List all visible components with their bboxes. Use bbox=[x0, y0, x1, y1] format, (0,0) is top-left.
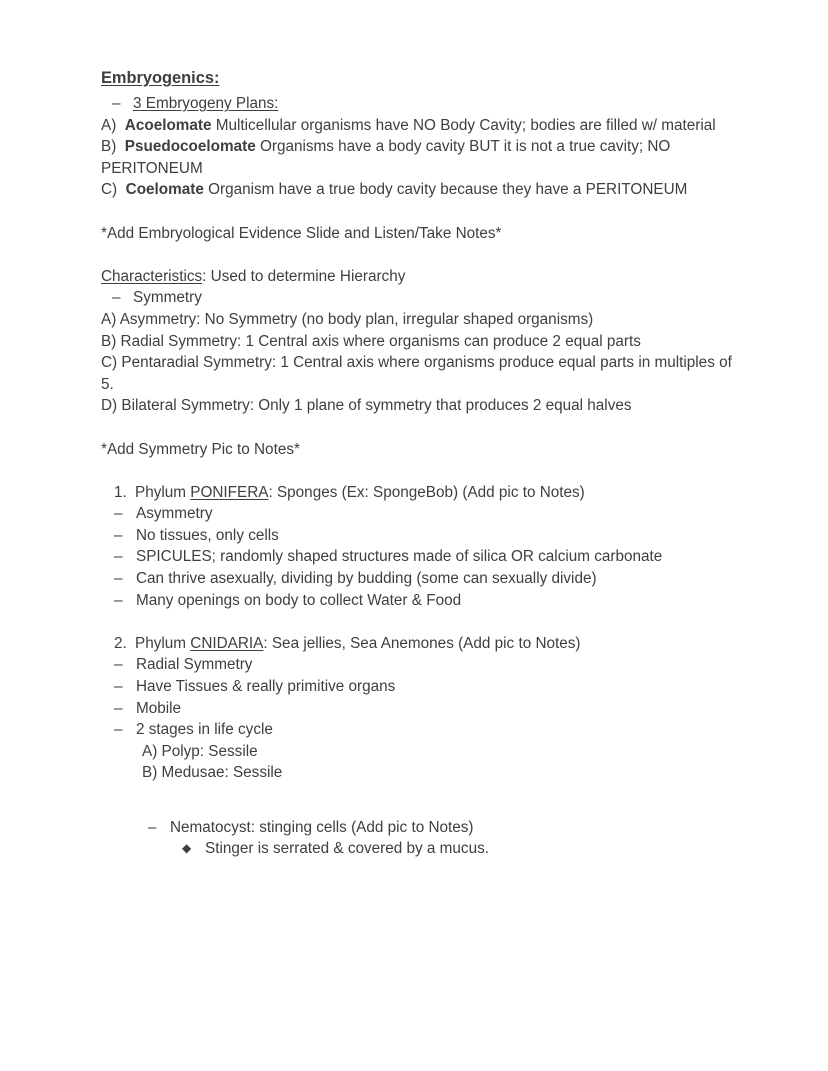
spacer bbox=[101, 417, 734, 439]
phylum-1-name: PONIFERA bbox=[190, 483, 269, 501]
notes-body bbox=[101, 66, 734, 860]
phylum-1-bullet-5 bbox=[101, 590, 734, 612]
characteristics-text: : Used to determine Hierarchy bbox=[202, 267, 406, 285]
phylum-1-bullet-4 bbox=[101, 568, 734, 590]
spacer bbox=[101, 244, 734, 266]
phylum-1-bullet-3 bbox=[101, 546, 734, 568]
dash-bullet-icon: – bbox=[114, 570, 123, 588]
phylum-1-suffix: : Sponges (Ex: SpongeBob) (Add pic to Notes) bbox=[268, 483, 585, 501]
dash-bullet-icon: – bbox=[114, 548, 123, 566]
phylum-1-bullet-1 bbox=[101, 503, 734, 525]
spacer bbox=[101, 611, 734, 633]
embryogeny-item-a-label: A) bbox=[101, 116, 117, 134]
note-symmetry-pic: *Add Symmetry Pic to Notes* bbox=[101, 440, 300, 458]
phylum-2-subitem-b: B) Medusae: Sessile bbox=[142, 764, 283, 782]
nematocyst-text: Nematocyst: stinging cells (Add pic to Notes) bbox=[170, 818, 474, 836]
symmetry-item-a: A) Asymmetry: No Symmetry (no body plan, irregular shaped organisms) bbox=[101, 310, 594, 328]
dash-bullet-icon: – bbox=[114, 656, 123, 674]
phylum-2-bullet-4-text: 2 stages in life cycle bbox=[136, 721, 273, 739]
dash-bullet-icon: – bbox=[114, 526, 123, 544]
dash-bullet-icon: – bbox=[114, 721, 123, 739]
spacer bbox=[101, 201, 734, 223]
characteristics-term: Characteristics bbox=[101, 267, 203, 285]
dash-bullet-icon: – bbox=[114, 505, 123, 523]
list-number: 1. bbox=[114, 483, 127, 501]
symmetry-item-c: C) Pentaradial Symmetry: 1 Central axis where organisms produce equal parts in multiples of 5. bbox=[101, 354, 732, 393]
embryogeny-item-b-text: Organisms have a body cavity BUT it is not a true cavity; NO PERITONEUM bbox=[101, 138, 671, 177]
phylum-2-prefix: Phylum bbox=[135, 634, 191, 652]
embryogeny-item-a-term: Acoelomate bbox=[124, 116, 212, 134]
phylum-2-suffix: : Sea jellies, Sea Anemones (Add pic to Notes) bbox=[263, 634, 581, 652]
phylum-2-bullet-2 bbox=[101, 676, 734, 698]
phylum-1-bullet-2 bbox=[101, 525, 734, 547]
phylum-1-bullet-2-text: No tissues, only cells bbox=[136, 526, 279, 544]
phylum-2-bullet-2-text: Have Tissues & really primitive organs bbox=[136, 678, 396, 696]
phylum-1-bullet-1-text: Asymmetry bbox=[136, 505, 213, 523]
page-title-row bbox=[101, 66, 734, 92]
embryogeny-item-b-label: B) bbox=[101, 138, 117, 156]
embryogeny-item-a-text: Multicellular organisms have NO Body Cavity; bodies are filled w/ material bbox=[211, 116, 716, 134]
characteristics-row bbox=[101, 266, 734, 288]
symmetry-item-b: B) Radial Symmetry: 1 Central axis where organisms can produce 2 equal parts bbox=[101, 332, 641, 350]
dash-bullet-icon: – bbox=[112, 95, 121, 112]
phylum-2-bullet-4 bbox=[101, 719, 734, 741]
page-title: Embryogenics: bbox=[101, 69, 220, 87]
dash-bullet-icon: – bbox=[114, 699, 123, 717]
dash-bullet-icon: – bbox=[112, 289, 121, 307]
phylum-1-heading bbox=[135, 482, 734, 504]
dash-bullet-icon: – bbox=[148, 818, 157, 836]
dash-bullet-icon: – bbox=[114, 591, 123, 609]
embryogeny-item-b bbox=[101, 136, 734, 179]
spacer bbox=[101, 784, 734, 806]
embryogeny-item-c-text: Organism have a true body cavity because they have a PERITONEUM bbox=[203, 181, 688, 199]
phylum-2-heading-row bbox=[101, 633, 734, 655]
embryogeny-heading: 3 Embryogeny Plans: bbox=[133, 95, 279, 112]
symmetry-heading-row bbox=[101, 287, 734, 309]
dash-bullet-icon: – bbox=[114, 678, 123, 696]
phylum-1-heading-row bbox=[101, 482, 734, 504]
phylum-2-bullet-1 bbox=[101, 654, 734, 676]
stinger-text: Stinger is serrated & covered by a mucus. bbox=[205, 840, 489, 858]
nematocyst-row bbox=[101, 817, 734, 839]
spacer bbox=[101, 460, 734, 482]
phylum-2-subitem-a: A) Polyp: Sessile bbox=[142, 742, 258, 760]
phylum-2-bullet-1-text: Radial Symmetry bbox=[136, 656, 253, 674]
phylum-1-bullet-5-text: Many openings on body to collect Water & Food bbox=[136, 591, 462, 609]
spacer bbox=[101, 806, 734, 817]
diamond-bullet-icon: ◆ bbox=[182, 841, 192, 856]
symmetry-heading: Symmetry bbox=[133, 289, 202, 307]
note-embryological-evidence: *Add Embryological Evidence Slide and Listen/Take Notes* bbox=[101, 224, 502, 242]
phylum-2-bullet-3-text: Mobile bbox=[136, 699, 182, 717]
phylum-2-bullet-3 bbox=[101, 698, 734, 720]
embryogeny-item-a bbox=[101, 115, 734, 137]
embryogeny-item-c-term: Coelomate bbox=[125, 181, 204, 199]
phylum-1-prefix: Phylum bbox=[135, 483, 191, 501]
embryogeny-item-b-term: Psuedocoelomate bbox=[124, 138, 256, 156]
phylum-2-name: CNIDARIA bbox=[190, 634, 264, 652]
phylum-1-bullet-3-text: SPICULES; randomly shaped structures made of silica OR calcium carbonate bbox=[136, 548, 663, 566]
phylum-2-heading bbox=[135, 633, 734, 655]
phylum-1-bullet-4-text: Can thrive asexually, dividing by budding (some can sexually divide) bbox=[136, 570, 597, 588]
symmetry-item-d: D) Bilateral Symmetry: Only 1 plane of symmetry that produces 2 equal halves bbox=[101, 397, 632, 415]
list-number: 2. bbox=[114, 634, 127, 652]
embryogeny-item-c-label: C) bbox=[101, 181, 118, 199]
stinger-row bbox=[101, 838, 734, 860]
embryogeny-heading-row bbox=[101, 93, 734, 115]
embryogeny-item-c bbox=[101, 179, 734, 201]
